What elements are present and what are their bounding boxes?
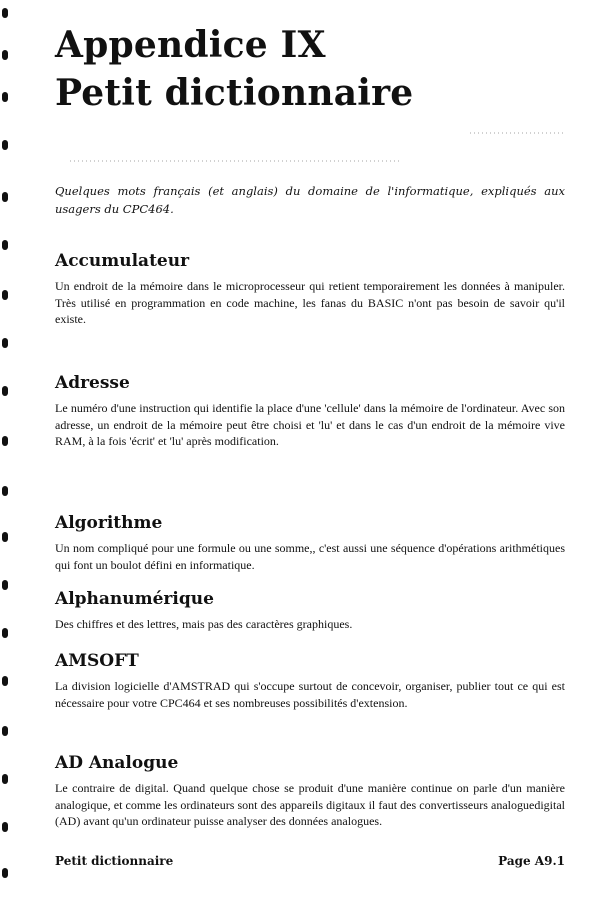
page-footer	[55, 854, 565, 868]
entry-term: AD Analogue	[55, 753, 179, 773]
entry-accumulateur	[55, 250, 565, 328]
entry-term: AMSOFT	[55, 651, 139, 671]
entry-definition: La division logicielle d'AMSTRAD qui s'occupe surtout de concevoir, organiser, publier tout ce qui est nécessaire pour votre CPC464 et ses nombreuses possibilités d'extension.	[55, 679, 565, 710]
entry-definition: Des chiffres et des lettres, mais pas des caractères graphiques.	[55, 617, 353, 631]
entry-term: Accumulateur	[55, 251, 190, 271]
entry-alphanumerique	[55, 588, 565, 633]
entry-definition: Un endroit de la mémoire dans le microprocesseur qui retient temporairement les données à manipuler. Très utilisé en programmation en code machine, les fanas du BASIC n'ont pas besoin de savoir qu'il existe.	[55, 279, 565, 326]
entry-algorithme	[55, 512, 565, 573]
entry-definition: Un nom compliqué pour une formule ou une somme,, c'est aussi une séquence d'opérations arithmétiques qui font un boulot défini en informatique.	[55, 541, 565, 572]
entry-amsoft	[55, 650, 565, 711]
footer-section-title: Petit dictionnaire	[55, 854, 174, 868]
entry-definition: Le contraire de digital. Quand quelque chose se produit d'une manière continue on parle d'un manière analogique, et comme les ordinateurs sont des appareils digitaux il faut des convertisseurs analoguedigital (AD) avant qu'un ordinateur puisse analyser des données analogues.	[55, 781, 565, 828]
entry-definition: Le numéro d'une instruction qui identifie la place d'une 'cellule' dans la mémoire de l'ordinateur. Avec son adresse, un endroit de la mémoire peut être choisi et 'lu' et dans le cas d'un endroit de la mémoire vive RAM, à la fois 'écrit' et 'lu' après modification.	[55, 401, 565, 448]
footer-page-number: Page A9.1	[498, 854, 565, 868]
page-title-line-1: Appendice IX	[55, 24, 326, 66]
binding-holes	[0, 0, 14, 900]
intro-paragraph: Quelques mots français (et anglais) du domaine de l'informatique, expliqués aux usagers du CPC464.	[55, 184, 565, 216]
entry-term: Adresse	[55, 373, 130, 393]
entry-term: Alphanumérique	[55, 589, 214, 609]
entry-adresse	[55, 372, 565, 450]
entry-ad-analogue	[55, 752, 565, 830]
page-title-line-2: Petit dictionnaire	[55, 72, 414, 114]
scan-speckle	[70, 160, 400, 162]
entry-term: Algorithme	[55, 513, 163, 533]
scan-speckle	[470, 132, 565, 134]
